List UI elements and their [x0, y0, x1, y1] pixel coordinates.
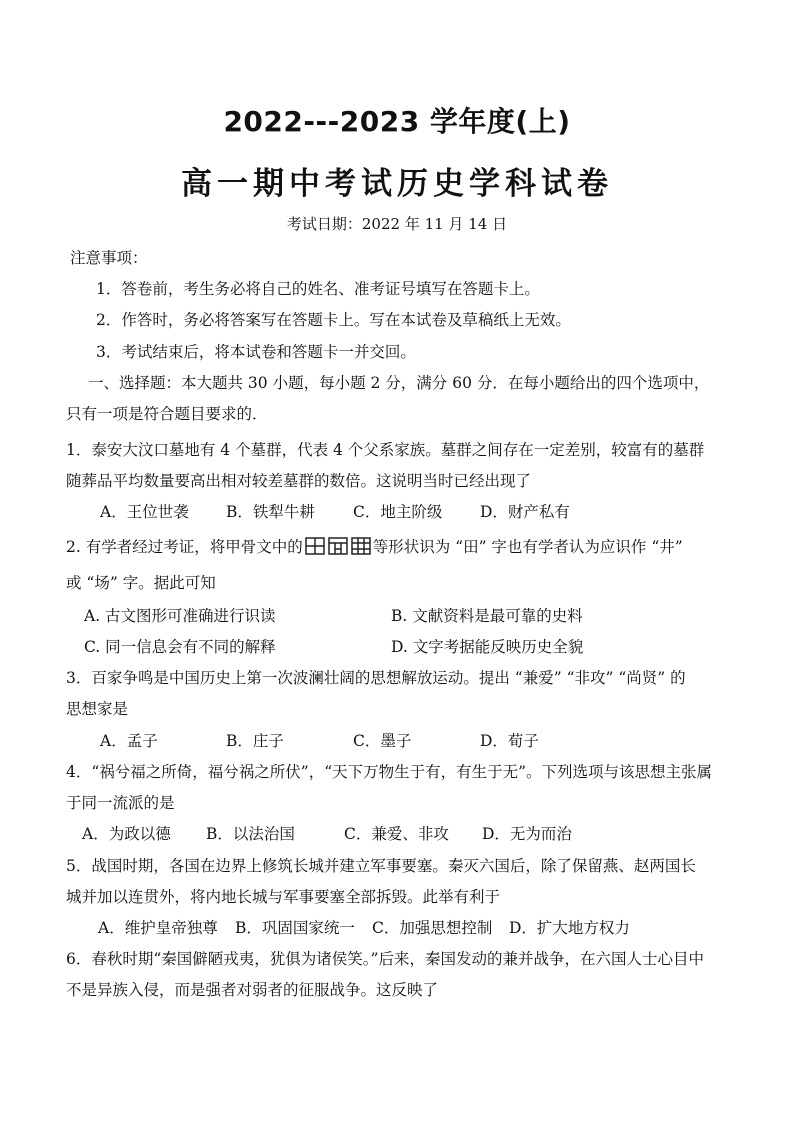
oracle-tian-glyph-2-icon: [328, 537, 348, 555]
question-2-option-b: B. 文献资料是最可靠的史料: [391, 607, 583, 625]
note-item: 3．考试结束后，将本试卷和答题卡一并交回。: [96, 343, 416, 361]
question-3-option-a: A．孟子: [100, 732, 158, 750]
note-item: 1．答卷前，考生务必将自己的姓名、准考证号填写在答题卡上。: [96, 280, 540, 298]
question-1-stem-cont: 随葬品平均数量要高出相对较差墓群的数倍。这说明当时已经出现了: [66, 472, 532, 490]
question-2-stem-part-b: 等形状识为 “田” 字也有学者认为应识作 “井”: [372, 538, 683, 556]
section-heading-cont: 只有一项是符合题目要求的．: [66, 405, 268, 423]
exam-year-title: 2022---2023 学年度(上): [223, 105, 571, 138]
question-3-stem-cont: 思想家是: [66, 700, 129, 718]
exam-subject-title: 高一期中考试历史学科试卷: [181, 166, 613, 202]
question-4-option-c: C．兼爱、非攻: [344, 825, 449, 843]
question-4-stem-cont: 于同一流派的是: [66, 794, 175, 812]
note-item: 2．作答时，务必将答案写在答题卡上。写在本试卷及草稿纸上无效。: [96, 311, 571, 329]
oracle-tian-glyph-3-icon: [351, 537, 371, 555]
question-5-option-c: C．加强思想控制: [372, 919, 493, 937]
question-4-option-a: A．为政以德: [82, 825, 171, 843]
question-1-option-d: D．财产私有: [480, 503, 570, 521]
question-6-stem-cont: 不是异族入侵，而是强者对弱者的征服战争。这反映了: [66, 981, 439, 999]
section-heading: 一、选择题：本大题共 30 小题，每小题 2 分，满分 60 分．在每小题给出的四个选项中，: [88, 374, 710, 392]
notes-heading: 注意事项：: [70, 249, 148, 267]
question-4-option-b: B．以法治国: [206, 825, 295, 843]
question-1-option-b: B．铁犁牛耕: [226, 503, 315, 521]
question-2-stem: [66, 535, 683, 557]
question-4-stem: 4．“祸兮福之所倚，福兮祸之所伏”，“天下万物生于有，有生于无”。下列选项与该思想主张属: [66, 763, 713, 781]
question-5-stem: 5．战国时期，各国在边界上修筑长城并建立军事要塞。秦灭六国后，除了保留燕、赵两国长: [66, 857, 696, 875]
question-2-option-c: C. 同一信息会有不同的解释: [84, 638, 276, 656]
question-3-option-c: C．墨子: [353, 732, 412, 750]
question-2-option-d: D. 文字考据能反映历史全貌: [391, 638, 584, 656]
question-1-option-a: A．王位世袭: [100, 503, 189, 521]
question-5-option-d: D．扩大地方权力: [509, 919, 630, 937]
question-2-option-a: A. 古文图形可准确进行识读: [84, 607, 276, 625]
exam-date: 考试日期：2022 年 11 月 14 日: [286, 215, 508, 233]
question-2-stem-part-a: 2. 有学者经过考证，将甲骨文中的: [66, 538, 303, 556]
question-3-stem: 3．百家争鸣是中国历史上第一次波澜壮阔的思想解放运动。提出 “兼爱” “非攻” “尚贤” 的: [66, 669, 686, 687]
question-3-option-b: B．庄子: [226, 732, 284, 750]
question-5-option-b: B．巩固国家统一: [235, 919, 355, 937]
question-3-option-d: D．荀子: [480, 732, 539, 750]
question-1-stem: 1．泰安大汶口墓地有 4 个墓群，代表 4 个父系家族。墓群之间存在一定差别，较富有的墓群: [66, 441, 705, 459]
question-4-option-d: D．无为而治: [482, 825, 572, 843]
oracle-tian-glyph-1-icon: [305, 537, 325, 555]
question-1-option-c: C．地主阶级: [353, 503, 443, 521]
question-5-stem-cont: 城并加以连贯外，将内地长城与军事要塞全部拆毁。此举有利于: [66, 888, 501, 906]
question-2-stem-cont: 或 “场” 字。据此可知: [66, 574, 216, 592]
oracle-glyphs: [305, 537, 371, 555]
question-6-stem: 6．春秋时期“秦国僻陋戎夷，犹俱为诸侯笑。”后来，秦国发动的兼并战争，在六国人士心目中: [66, 950, 704, 968]
question-5-option-a: A．维护皇帝独尊: [98, 919, 218, 937]
